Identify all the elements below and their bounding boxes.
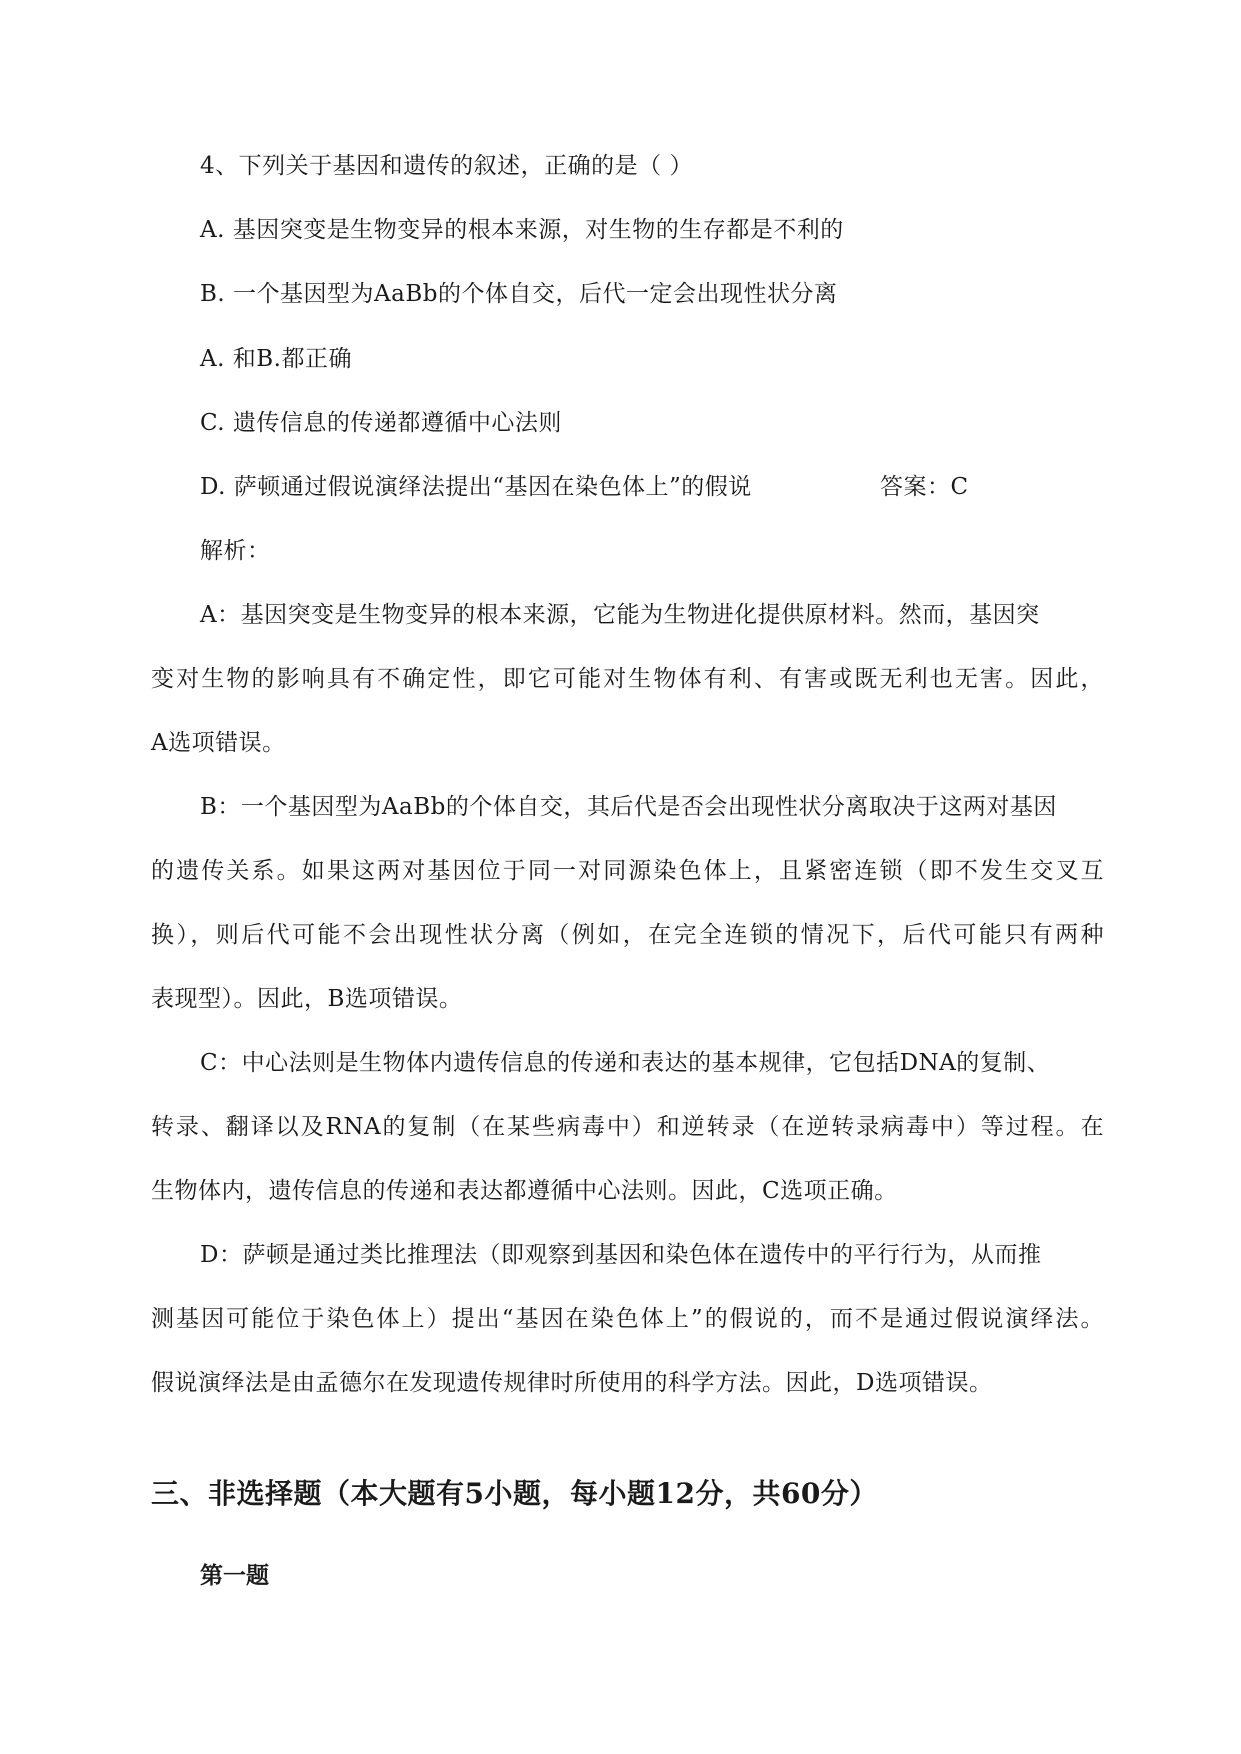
analysis-c-line-2: 转录、翻译以及RNA的复制（在某些病毒中）和逆转录（在逆转录病毒中）等过程。在 (151, 1114, 1104, 1140)
option-a: A. 基因突变是生物变异的根本来源，对生物的生存都是不利的 (200, 217, 844, 243)
option-b: B. 一个基因型为AaBb的个体自交，后代一定会出现性状分离 (200, 281, 838, 307)
analysis-heading: 解析： (200, 538, 271, 564)
answer-text: 答案：C (880, 474, 969, 500)
analysis-c-line-1: C：中心法则是生物体内遗传信息的传递和表达的基本规律，它包括DNA的复制、 (200, 1050, 1051, 1076)
section-title: 三、非选择题（本大题有5小题，每小题12分，共60分） (151, 1477, 878, 1510)
analysis-a-line-2: 变对生物的影响具有不确定性，即它可能对生物体有利、有害或既无利也无害。因此， (151, 666, 1104, 692)
option-c: C. 遗传信息的传递都遵循中心法则 (200, 410, 562, 436)
option-ab: A. 和B.都正确 (200, 346, 352, 372)
analysis-a-line-1: A：基因突变是生物变异的根本来源，它能为生物进化提供原材料。然而，基因突 (200, 602, 1040, 628)
analysis-a-line-3: A选项错误。 (151, 730, 286, 756)
analysis-b-line-3: 换），则后代可能不会出现性状分离（例如，在完全连锁的情况下，后代可能只有两种 (151, 922, 1104, 948)
analysis-b-line-2: 的遗传关系。如果这两对基因位于同一对同源染色体上，且紧密连锁（即不发生交叉互 (151, 858, 1104, 884)
analysis-b-line-1: B：一个基因型为AaBb的个体自交，其后代是否会出现性状分离取决于这两对基因 (200, 794, 1057, 820)
question-stem: 4、下列关于基因和遗传的叙述，正确的是（ ） (200, 153, 693, 179)
analysis-b-line-4: 表现型）。因此，B选项错误。 (151, 986, 463, 1012)
option-d: D. 萨顿通过假说演绎法提出“基因在染色体上”的假说 (200, 474, 752, 500)
analysis-d-line-3: 假说演绎法是由孟德尔在发现遗传规律时所使用的科学方法。因此，D选项错误。 (151, 1370, 993, 1396)
analysis-c-line-3: 生物体内，遗传信息的传递和表达都遵循中心法则。因此，C选项正确。 (151, 1178, 898, 1204)
analysis-d-line-1: D：萨顿是通过类比推理法（即观察到基因和染色体在遗传中的平行行为，从而推 (200, 1242, 1042, 1268)
first-question-title: 第一题 (200, 1562, 269, 1589)
analysis-d-line-2: 测基因可能位于染色体上）提出“基因在染色体上”的假说的，而不是通过假说演绎法。 (151, 1306, 1104, 1332)
